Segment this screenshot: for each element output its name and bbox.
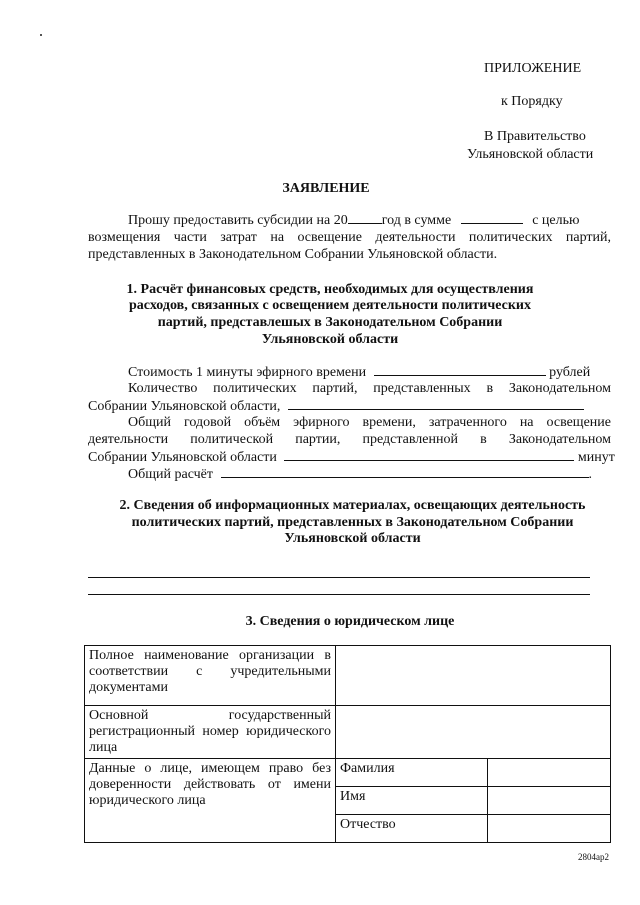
section1-heading-line2: расходов, связанных с освещением деятельности политических: [129, 298, 531, 313]
party-count-line1: Количество политических партий, представленных в Законодательном: [128, 381, 611, 396]
full-name-value[interactable]: [336, 646, 611, 706]
ogrn-value[interactable]: [336, 706, 611, 759]
sum-blank[interactable]: [461, 211, 523, 224]
section1-heading-line3: партий, представлешых в Законодательном Собрании: [157, 315, 503, 330]
full-name-label: Полное наименование организации в соответствии с учредительными документами: [85, 646, 336, 706]
volume-blank[interactable]: [284, 448, 574, 461]
section1-heading-line1: 1. Расчёт финансовых средств, необходимых для осуществления: [126, 282, 534, 297]
intro-line1-part3: с целью: [532, 213, 580, 228]
footer-code: 2804ар2: [578, 852, 609, 862]
cost-unit: рублей: [549, 365, 591, 380]
party-count-line2: [88, 397, 584, 415]
scan-speck: [40, 34, 42, 36]
addressee-line1: В Правительство: [484, 129, 586, 144]
surname-value[interactable]: [488, 759, 611, 787]
total-line: [128, 465, 592, 483]
patronymic-value[interactable]: [488, 815, 611, 843]
materials-blank-line2[interactable]: [88, 594, 590, 595]
name-value[interactable]: [488, 787, 611, 815]
volume-line3: [88, 448, 615, 466]
patronymic-label: Отчество: [336, 815, 488, 843]
name-label: Имя: [336, 787, 488, 815]
ogrn-label: Основной государственный регистрационный номер юридического лица: [85, 706, 336, 759]
intro-line1-part1: Прошу предоставить субсидии на 20: [128, 213, 348, 228]
year-blank[interactable]: [348, 211, 382, 224]
intro-line3: представленных в Законодательном Собрании Ульяновской области.: [88, 247, 498, 262]
total-label: Общий расчёт: [128, 467, 214, 482]
person-label: Данные о лице, имеющем право без доверенности действовать от имени юридического лица: [85, 759, 336, 843]
cost-line: [128, 363, 590, 381]
volume-line1: Общий годовой объём эфирного времени, затраченного на освещение: [128, 415, 611, 430]
party-count-label: Собрании Ульяновской области,: [88, 399, 281, 414]
to-order-label: к Порядку: [501, 94, 563, 109]
section2-heading-line1: 2. Сведения об информационных материалах, освещающих деятельность: [119, 498, 586, 513]
section2-heading-line3: Ульяновской области: [284, 531, 421, 546]
addressee-line2: Ульяновской области: [467, 147, 594, 162]
cost-label: Стоимость 1 минуты эфирного времени: [128, 365, 367, 380]
section3-heading: 3. Сведения о юридическом лице: [245, 614, 455, 629]
legal-entity-table: [84, 645, 611, 843]
section1-heading-line4: Ульяновской области: [261, 332, 399, 347]
party-count-blank[interactable]: [288, 397, 584, 410]
total-end: .: [588, 467, 593, 482]
intro-line1-part2: год в сумме: [381, 213, 452, 228]
volume-unit: минут: [577, 450, 615, 465]
document-title: ЗАЯВЛЕНИЕ: [282, 181, 370, 196]
intro-line1: [128, 211, 579, 229]
materials-blank-line1[interactable]: [88, 577, 590, 578]
volume-label: Собрании Ульяновской области: [88, 450, 277, 465]
surname-label: Фамилия: [336, 759, 488, 787]
cost-blank[interactable]: [374, 363, 546, 376]
intro-line2: возмещения части затрат на освещение деятельности политических партий,: [88, 230, 611, 245]
section2-heading-line2: политических партий, представленных в Законодательном Собрании: [131, 515, 574, 530]
appendix-label: ПРИЛОЖЕНИЕ: [484, 61, 582, 76]
total-blank[interactable]: [221, 465, 589, 478]
volume-line2: деятельности политической партии, представленной в Законодательном: [88, 432, 611, 447]
